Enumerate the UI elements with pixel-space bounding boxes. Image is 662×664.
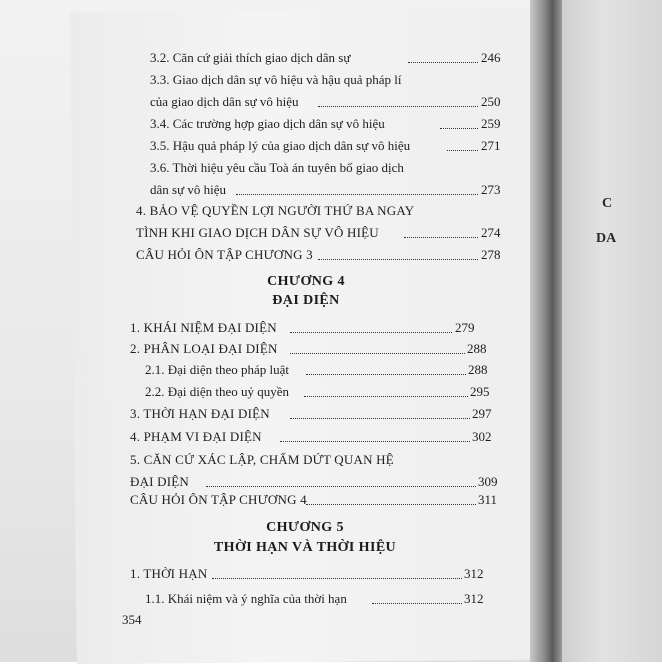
- leader-dots: [304, 396, 468, 397]
- toc-entry-3-2: 3.2. Căn cứ giải thích giao dịch dân sự: [150, 50, 351, 65]
- toc-entry-4-5: 5. CĂN CỨ XÁC LẬP, CHẤM DỨT QUAN HỆ: [130, 452, 394, 467]
- toc-page-number: 273: [481, 182, 501, 197]
- toc-entry-4-1: 1. KHÁI NIỆM ĐẠI DIỆN: [130, 320, 277, 335]
- toc-page-number: 295: [470, 384, 490, 399]
- leader-dots: [440, 128, 478, 129]
- toc-entry-3-6: 3.6. Thời hiệu yêu cầu Toà án tuyên bố giao dịch: [150, 160, 404, 175]
- toc-page-number: 302: [472, 429, 492, 444]
- toc-entry-4-cont: TÌNH KHI GIAO DỊCH DÂN SỰ VÔ HIỆU: [136, 225, 379, 240]
- leader-dots: [306, 504, 476, 505]
- leader-dots: [447, 150, 478, 151]
- toc-entry-4-3: 3. THỜI HẠN ĐẠI DIỆN: [130, 406, 270, 421]
- toc-entry-3-5: 3.5. Hậu quả pháp lý của giao dịch dân sự vô hiệu: [150, 138, 411, 153]
- chapter-5-label: CHƯƠNG 5: [266, 520, 344, 535]
- leader-dots: [290, 418, 470, 419]
- leader-dots: [404, 237, 478, 238]
- toc-page-number: 279: [455, 320, 475, 335]
- toc-entry-4-4: 4. PHẠM VI ĐẠI DIỆN: [130, 429, 262, 444]
- toc-entry-5-1: 1. THỜI HẠN: [130, 566, 208, 581]
- facing-page-fragment-da: DA: [596, 231, 617, 246]
- toc-entry-3-3-cont: của giao dịch dân sự vô hiệu: [150, 94, 299, 109]
- chapter-5-title: THỜI HẠN VÀ THỜI HIỆU: [213, 540, 397, 555]
- toc-review-chapter-4: CÂU HỎI ÔN TẬP CHƯƠNG 4: [130, 492, 307, 507]
- toc-review-chapter-3: CÂU HỎI ÔN TẬP CHƯƠNG 3: [136, 247, 313, 262]
- toc-page-number: 288: [467, 341, 487, 356]
- toc-page-number: 271: [481, 138, 501, 153]
- toc-page-number: 278: [481, 247, 501, 262]
- toc-page-number: 288: [468, 362, 488, 377]
- toc-entry-4-5-cont: ĐẠI DIỆN: [130, 474, 190, 489]
- leader-dots: [290, 332, 452, 333]
- toc-entry-5-1-1: 1.1. Khái niệm và ý nghĩa của thời hạn: [145, 591, 347, 606]
- toc-entry-4-2: 2. PHÂN LOẠI ĐẠI DIỆN: [130, 341, 278, 356]
- toc-page-number: 309: [478, 474, 498, 489]
- leader-dots: [318, 259, 478, 260]
- toc-entry-3-4: 3.4. Các trường hợp giao dịch dân sự vô hiệu: [150, 116, 385, 131]
- toc-entry-3-6-cont: dân sự vô hiệu: [150, 182, 227, 197]
- toc-page-number: 246: [481, 50, 501, 65]
- chapter-4-label: CHƯƠNG 4: [267, 274, 345, 289]
- toc-page-number: 312: [464, 591, 484, 606]
- toc-page-number: 274: [481, 225, 501, 240]
- toc-entry-4: 4. BẢO VỆ QUYỀN LỢI NGƯỜI THỨ BA NGAY: [136, 203, 415, 218]
- toc-page-number: 250: [481, 94, 501, 109]
- leader-dots: [290, 353, 465, 354]
- toc-entry-4-2-1: 2.1. Đại diện theo pháp luật: [145, 362, 290, 377]
- toc-entry-4-2-2: 2.2. Đại diện theo uỷ quyền: [145, 384, 290, 399]
- leader-dots: [306, 374, 466, 375]
- leader-dots: [236, 194, 478, 195]
- leader-dots: [212, 578, 462, 579]
- leader-dots: [372, 603, 462, 604]
- toc-page-number: 311: [478, 492, 498, 507]
- leader-dots: [280, 441, 470, 442]
- facing-page-fragment-c: C: [602, 196, 613, 211]
- toc-entry-3-3: 3.3. Giao dịch dân sự vô hiệu và hậu quả pháp lí: [150, 72, 402, 87]
- toc-page-number: 259: [481, 116, 501, 131]
- toc-page-number: 297: [472, 406, 492, 421]
- chapter-4-title: ĐẠI DIỆN: [272, 293, 340, 308]
- leader-dots: [206, 486, 476, 487]
- leader-dots: [408, 62, 478, 63]
- page-number: 354: [122, 612, 142, 627]
- leader-dots: [318, 106, 478, 107]
- toc-page-number: 312: [464, 566, 484, 581]
